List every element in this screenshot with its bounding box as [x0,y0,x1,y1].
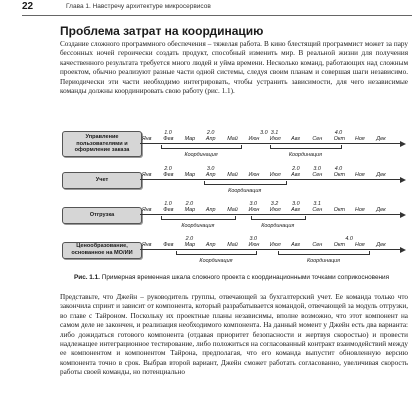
timeline-figure [60,126,415,276]
paragraph-intro: Создание сложного программного обеспечения – тяжелая работа. В кино блестящий программист может за пару бессонных ночей героически создать продукт, способный изменить мир. В реальной жизни для получения качественного результата требуется много людей и уйма времени. Несколько команд, работающих над сложным проектом, обычно реализуют разные части одной системы, следуя своим планам и совершая шаги независимо. Периодически эти части необходимо интегрировать, чтобы устранить зависимости, для чего независимые команды должны координировать свою работу (рис. 1.1). [60,40,408,96]
lane-label: Ценообразование, основанное на МО/ИИ [62,242,142,259]
coordination-bracket [204,184,287,185]
month-label: Сен [312,207,323,213]
version-label: 3.0 [313,166,321,172]
coordination-label: Координация [306,258,341,264]
month-label: Окт [333,207,345,213]
lane-label: Отгрузка [62,207,142,224]
coordination-bracket [176,254,257,255]
month-label: Мар [184,242,196,248]
month-label: Апр [205,242,216,248]
lane-label: Управление пользователями и оформление заказа [62,131,142,157]
arrow-head-icon [400,247,406,253]
month-label: Июл [269,136,281,142]
month-label: Фев [163,242,174,248]
month-label: Май [227,207,238,213]
version-label: 2.0 [292,166,300,172]
paragraph-example: Представьте, что Джейн – руководитель группы, отвечающей за бухгалтерский учет. Ее команда только что закончила спринт и зависит от компонента, который разрабатывается командой, отвечающей за модуль отгрузки, во главе с Тайроном. Поскольку их проектные планы независимы, вполне возможно, что этот компонент на самом деле не закончен, и реализация необходимого компонента. На данный момент у Джейн есть два варианта: либо дожидаться готового компонента (отдавая приоритет безопасности и жертвуя скоростью) и провести надлежащее интеграционное тестирование, либо положиться на согласованный контракт взаимодействий между ее компонентом и компонентом Тайрона, предполагая, что его команда выпустит обновленную версию компонента точно в срок. Выбрав второй вариант, Джейн сможет работать согласованно, увеличивая скорость работы своей команды, но потенциально [60,293,408,377]
timeline-arrow [140,249,402,250]
section-title: Проблема затрат на координацию [60,24,264,38]
month-label: Дек [376,172,386,178]
coordination-label: Координация [261,223,295,229]
version-label: 2.0 [206,130,215,136]
coordination-bracket [161,219,236,220]
month-label: Янв [142,207,152,213]
figure-caption-text: Примерная временная шкала сложного проекта с координационными точками соприкосновения [99,274,390,281]
month-label: Май [227,242,238,248]
coordination-bracket [278,254,370,255]
month-label: Окт [333,136,345,142]
month-label: Фев [163,207,174,213]
month-label: Ноя [355,242,365,248]
version-label: 1.0 [164,130,172,136]
month-label: Июл [269,242,281,248]
page-number: 22 [22,1,34,12]
version-label: 4.0 [334,166,343,172]
month-label: Апр [205,207,216,213]
version-label: 2.0 [164,166,172,172]
coordination-label: Координация [184,152,218,158]
month-label: Янв [142,242,152,248]
month-label: Июл [269,207,281,213]
version-label: 3.1 [313,201,321,207]
month-label: Сен [312,172,323,178]
month-label: Мар [184,207,196,213]
version-label: 3.2 [270,201,279,207]
month-label: Авг [291,136,301,142]
version-label: 3.0 [206,166,215,172]
arrow-head-icon [400,212,406,218]
coordination-label: Координация [228,188,262,194]
month-label: Май [227,172,238,178]
month-label: Янв [142,172,152,178]
lane-label: Учет [62,172,142,189]
page-header [22,2,412,14]
running-head: Глава 1. Навстречу архитектуре микросервисов [66,3,211,10]
version-label: 2.0 [185,201,194,207]
version-label: 3.0 [292,201,300,207]
month-label: Фев [163,136,174,142]
month-label: Июл [269,172,281,178]
month-label: Мар [184,172,196,178]
arrow-head-icon [400,177,406,183]
version-label: 3.1 [270,130,279,136]
timeline-lane [60,201,415,237]
version-label: 4.0 [345,236,353,242]
month-label: Апр [205,172,216,178]
month-label: Ноя [355,136,365,142]
header-rule [22,15,412,16]
month-label: Июн [248,172,260,178]
month-label: Дек [376,207,386,213]
month-label: Авг [291,242,301,248]
figure-caption-label: Рис. 1.1. [74,274,100,281]
timeline-lane [60,236,415,272]
timeline-arrow [140,214,402,215]
coordination-bracket [161,148,242,149]
month-label: Авг [291,207,301,213]
month-label: Мар [184,136,196,142]
month-label: Авг [291,172,301,178]
month-label: Сен [312,136,323,142]
version-label: 2.0 [185,236,194,242]
timeline-arrow [140,143,402,144]
month-label: Июн [248,242,260,248]
version-label: 3.0 [260,130,268,136]
version-label: 1.0 [164,201,172,207]
arrow-head-icon [400,141,406,147]
timeline-lane [60,130,415,166]
month-label: Фев [163,172,174,178]
figure-caption [74,274,404,282]
month-label: Сен [312,242,323,248]
month-label: Апр [205,136,216,142]
month-label: Май [227,136,238,142]
month-label: Ноя [355,207,365,213]
month-label: Окт [333,172,345,178]
version-label: 3.0 [249,201,257,207]
month-label: Дек [376,136,386,142]
version-label: 4.0 [334,130,343,136]
month-label: Июн [248,207,260,213]
version-label: 3.0 [249,236,257,242]
timeline-arrow [140,179,402,180]
coordination-label: Координация [288,152,322,158]
month-label: Июн [248,136,260,142]
coordination-label: Координация [199,258,233,264]
month-label: Ноя [355,172,365,178]
timeline-lane [60,166,415,202]
month-label: Дек [376,242,386,248]
coordination-label: Координация [181,223,215,229]
coordination-bracket [270,148,342,149]
month-label: Окт [333,242,345,248]
coordination-bracket [251,219,306,220]
month-label: Янв [142,136,152,142]
